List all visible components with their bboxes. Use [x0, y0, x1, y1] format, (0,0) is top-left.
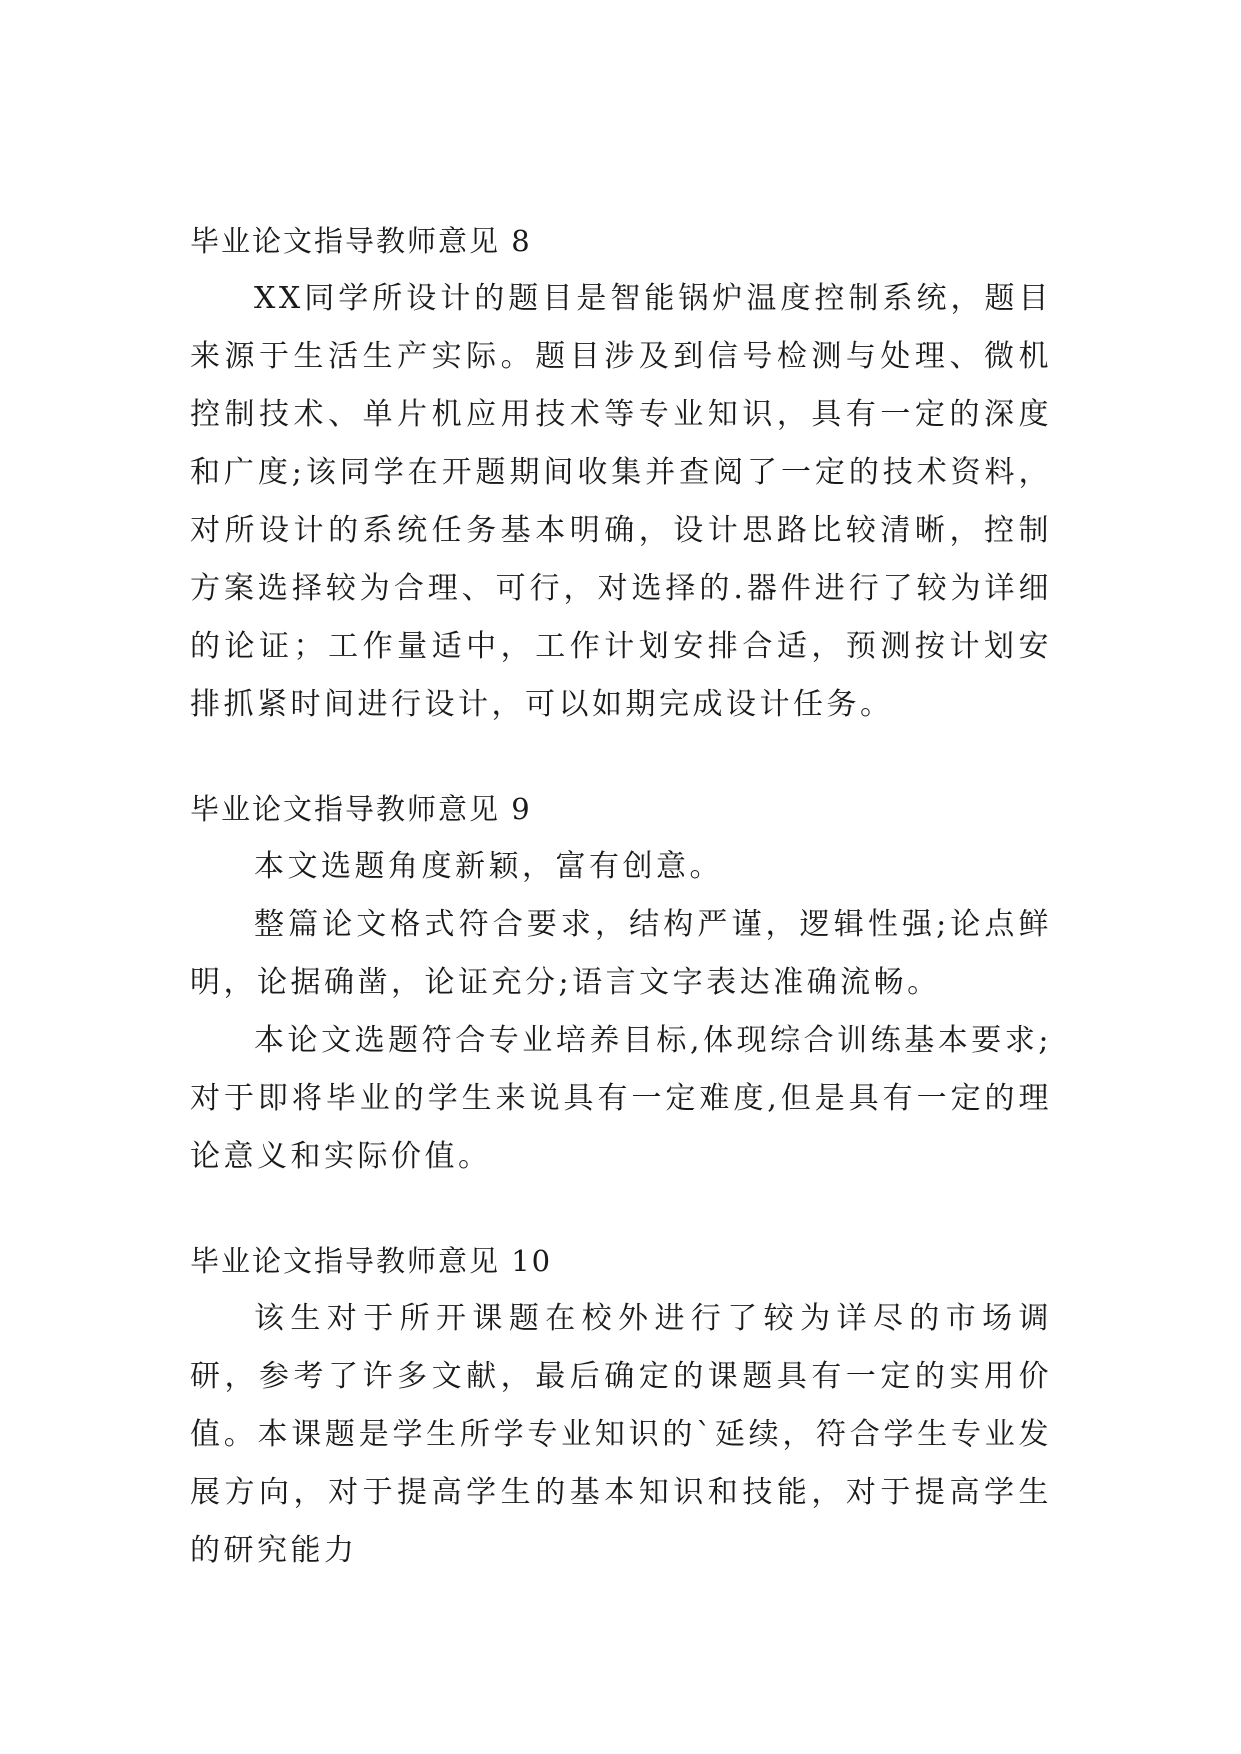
section-heading: 毕业论文指导教师意见 8 — [190, 224, 532, 258]
paragraph: 本论文选题符合专业培养目标,体现综合训练基本要求;对于即将毕业的学生来说具有一定难度,但是具有一定的理论意义和实际价值。 — [190, 1023, 1052, 1174]
opinion-section-10 — [190, 1232, 1052, 1580]
paragraph: 本文选题角度新颖，富有创意。 — [254, 849, 723, 884]
paragraph: XX同学所设计的题目是智能锅炉温度控制系统，题目来源于生活生产实际。题目涉及到信号检测与处理、微机控制技术、单片机应用技术等专业知识，具有一定的深度和广度;该同学在开题期间收集并查阅了一定的技术资料，对所设计的系统任务基本明确，设计思路比较清晰，控制方案选择较为合理、可行，对选择的.器件进行了较为详细的论证；工作量适中，工作计划安排合适，预测按计划安排抓紧时间进行设计，可以如期完成设计任务。 — [190, 281, 1052, 722]
section-heading: 毕业论文指导教师意见 9 — [190, 792, 532, 826]
paragraph: 整篇论文格式符合要求，结构严谨，逻辑性强;论点鲜明，论据确凿，论证充分;语言文字表达准确流畅。 — [190, 907, 1052, 1000]
opinion-section-8 — [190, 212, 1052, 734]
opinion-section-9 — [190, 780, 1052, 1186]
paragraph: 该生对于所开课题在校外进行了较为详尽的市场调研，参考了许多文献，最后确定的课题具有一定的实用价值。本课题是学生所学专业知识的`延续，符合学生专业发展方向，对于提高学生的基本知识和技能，对于提高学生的研究能力 — [190, 1301, 1052, 1568]
document-body — [190, 212, 1052, 1580]
section-heading: 毕业论文指导教师意见 10 — [190, 1244, 553, 1278]
